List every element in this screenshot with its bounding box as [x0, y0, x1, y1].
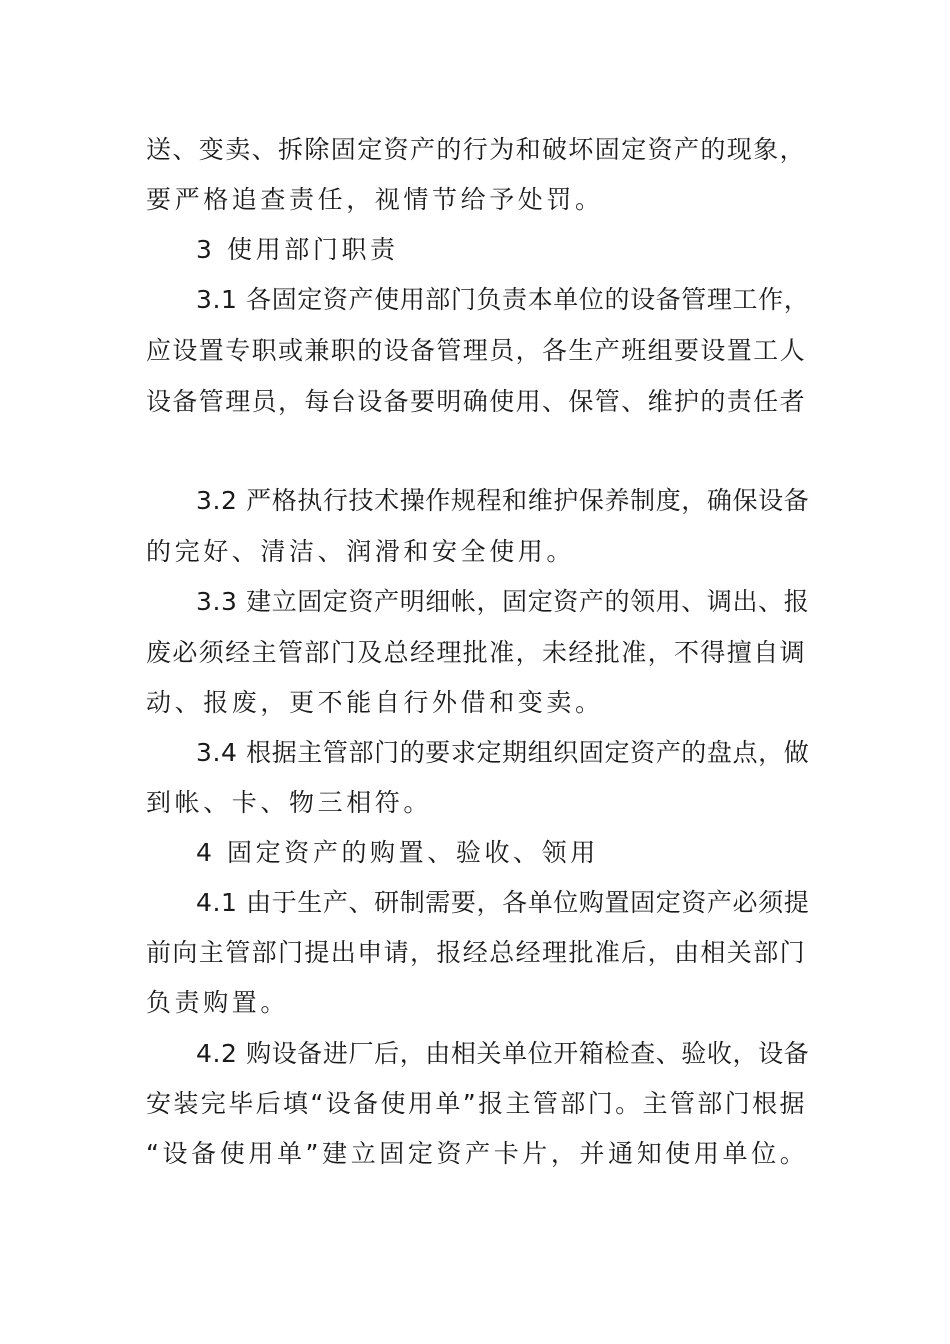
text-line: 负责购置。 [146, 988, 290, 1017]
text-line: 4.2 购设备进厂后，由相关单位开箱检查、验收，设备 [196, 1039, 810, 1068]
text-line: 的完好、清洁、润滑和安全使用。 [146, 537, 576, 566]
text-line: “设备使用单”建立固定资产卡片，并通知使用单位。 [146, 1139, 809, 1168]
section-heading: 4 固定资产的购置、验收、领用 [196, 838, 599, 867]
text-line: 要严格追查责任，视情节给予处罚。 [146, 185, 604, 214]
text-line: 4.1 由于生产、研制需要，各单位购置固定资产必须提 [196, 888, 810, 917]
text-line: 3.2 严格执行技术操作规程和维护保养制度，确保设备 [196, 486, 810, 515]
text-line: 3.4 根据主管部门的要求定期组织固定资产的盘点，做 [196, 738, 810, 767]
text-line: 设备管理员，每台设备要明确使用、保管、维护的责任者 [146, 387, 807, 416]
text-line: 送、变卖、拆除固定资产的行为和破坏固定资产的现象， [146, 135, 807, 164]
text-line: 安装完毕后填“设备使用单”报主管部门。主管部门根据 [146, 1089, 807, 1118]
text-line: 应设置专职或兼职的设备管理员，各生产班组要设置工人 [146, 336, 807, 365]
text-line: 3.3 建立固定资产明细帐，固定资产的领用、调出、报 [196, 587, 810, 616]
text-line: 废必须经主管部门及总经理批准，未经批准，不得擅自调 [146, 638, 807, 667]
section-heading: 3 使用部门职责 [196, 235, 399, 264]
text-line: 到帐、卡、物三相符。 [146, 788, 433, 817]
text-line: 3.1 各固定资产使用部门负责本单位的设备管理工作， [196, 285, 810, 314]
text-line: 动、报废，更不能自行外借和变卖。 [146, 688, 604, 717]
text-line: 前向主管部门提出申请，报经总经理批准后，由相关部门 [146, 938, 807, 967]
